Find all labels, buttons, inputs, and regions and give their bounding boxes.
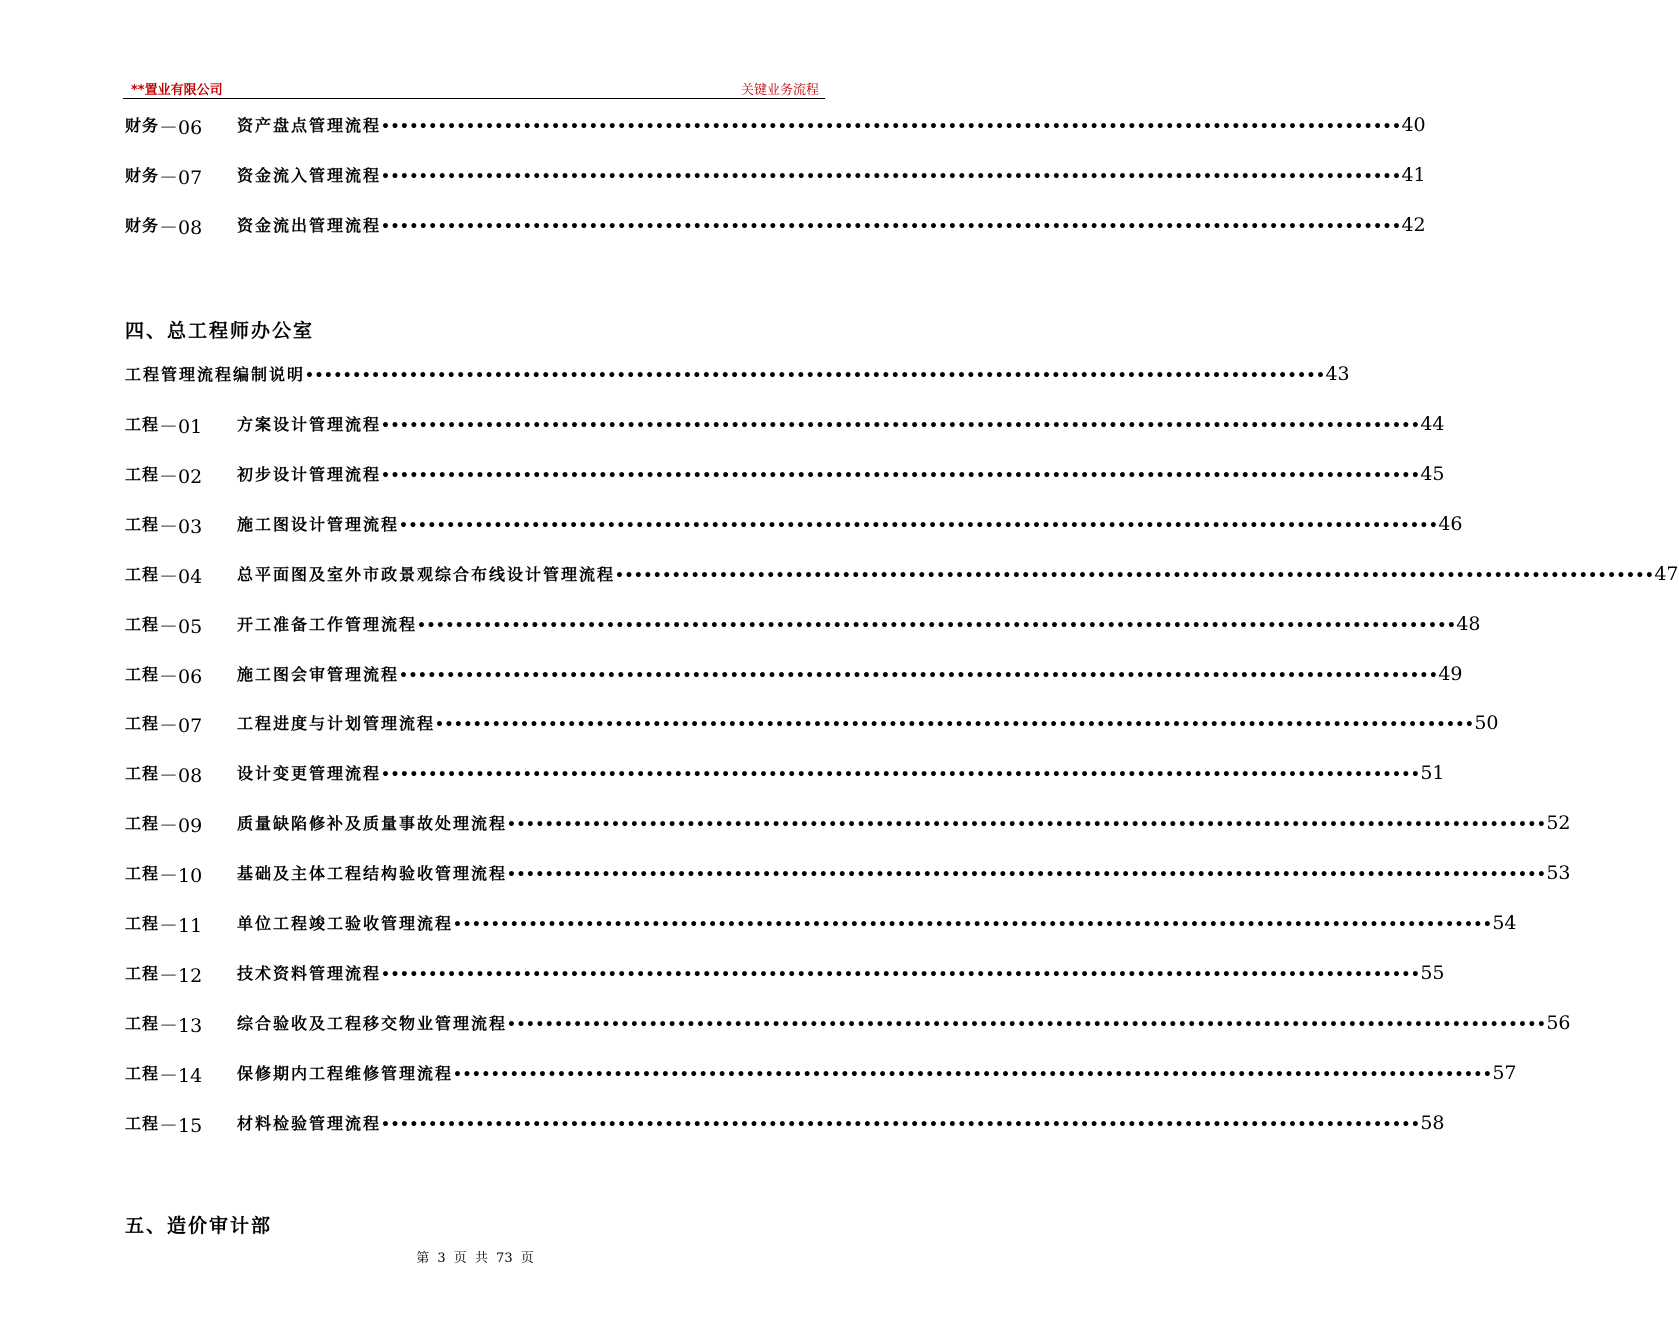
header-doc-title: 关键业务流程 <box>740 83 819 98</box>
toc-leader: •••••••••••••••••••••••••••••••••••••••••••••••••••••••••••••••••••••••••••••••••••••••••••••••••••••••••••••• <box>417 617 1457 634</box>
toc-entry[interactable] <box>125 362 1350 392</box>
toc-entry[interactable] <box>125 1111 1445 1141</box>
toc-num: －01 <box>159 416 203 438</box>
toc-num: －12 <box>159 964 203 987</box>
toc-leader: •••••••••••••••••••••••••••••••••••••••••••••••••••••••••••••••••••••••••••••••••••••••••••••••••••••••••••• <box>381 119 1402 135</box>
toc-entry[interactable] <box>125 1061 1517 1091</box>
toc-leader: •••••••••••••••••••••••••••••••••••••••••••••••••••••••••••••••••••••••••••••••••••••••••••••••••••••••••••• <box>381 219 1402 235</box>
toc-num: －11 <box>159 915 203 937</box>
toc-num: －10 <box>159 865 203 888</box>
toc-entry[interactable] <box>125 113 1426 143</box>
toc-title: 技术资料管理流程 <box>237 963 382 983</box>
toc-leader: •••••••••••••••••••••••••••••••••••••••••••••••••••••••••••••••••••••••••••••••••••••••••••••••••••••••••••••• <box>507 817 1547 834</box>
toc-leader: •••••••••••••••••••••••••••••••••••••••••••••••••••••••••••••••••••••••••••••••••••••••••••••••••••••••••••••• <box>399 517 1439 534</box>
toc-title: 基础及主体工程结构验收管理流程 <box>237 864 508 884</box>
toc-dept: 工程 <box>125 814 160 834</box>
toc-entry[interactable] <box>125 711 1499 741</box>
toc-dept: 工程 <box>125 415 160 434</box>
toc-num: －07 <box>159 167 203 189</box>
toc-num: －06 <box>159 665 203 688</box>
toc-leader: •••••••••••••••••••••••••••••••••••••••••••••••••••••••••••••••••••••••••••••••••••••••••••••••••••••••••••••• <box>615 567 1655 584</box>
toc-page-number: 54 <box>1492 912 1517 934</box>
toc-dept: 工程 <box>125 714 160 734</box>
toc-title: 质量缺陷修补及质量事故处理流程 <box>237 814 508 834</box>
toc-title: 资金流出管理流程 <box>237 216 382 235</box>
toc-entry[interactable] <box>125 961 1445 991</box>
toc-dept: 工程 <box>125 1013 160 1033</box>
toc-title: 单位工程竣工验收管理流程 <box>237 914 454 933</box>
toc-page-number: 53 <box>1546 862 1571 885</box>
toc-page-number: 40 <box>1401 114 1426 136</box>
toc-entry[interactable] <box>125 861 1571 891</box>
toc-leader: •••••••••••••••••••••••••••••••••••••••••••••••••••••••••••••••••••••••••••••••••••••••••••••••••••••••••••••• <box>453 917 1493 933</box>
toc-page-number: 55 <box>1420 961 1445 984</box>
toc-page-number: 49 <box>1438 662 1463 685</box>
toc-dept: 工程 <box>125 1113 160 1133</box>
toc-page-number: 46 <box>1438 512 1463 535</box>
toc-title: 工程进度与计划管理流程 <box>237 714 436 734</box>
toc-leader: •••••••••••••••••••••••••••••••••••••••••••••••••••••••••••••••••••••••••••••••••••••••••••••••••••••••••••••• <box>435 717 1475 734</box>
toc-leader: •••••••••••••••••••••••••••••••••••••••••••••••••••••••••••••••••••••••••••••••••••••••••••••••••••••••••••••• <box>399 667 1439 684</box>
toc-entry[interactable] <box>125 911 1517 941</box>
toc-title: 材料检验管理流程 <box>237 1113 382 1133</box>
toc-leader: •••••••••••••••••••••••••••••••••••••••••••••••••••••••••••••••••••••••••••••••••••••••••••••••••••••••••••• <box>381 169 1402 185</box>
toc-page-number: 44 <box>1420 413 1445 435</box>
toc-entry[interactable] <box>125 562 1679 592</box>
toc-page-number: 58 <box>1420 1111 1445 1134</box>
toc-num: －15 <box>159 1114 203 1137</box>
toc-leader: •••••••••••••••••••••••••••••••••••••••••••••••••••••••••••••••••••••••••••••••••••••••••••••••••••••••••••••• <box>507 1016 1547 1033</box>
toc-dept: 工程 <box>125 564 160 584</box>
toc-entry[interactable] <box>125 761 1445 791</box>
toc-page-number: 41 <box>1401 164 1426 186</box>
toc-num: －08 <box>159 217 203 239</box>
toc-entry[interactable] <box>125 811 1571 841</box>
toc-page-number: 47 <box>1654 562 1679 585</box>
toc-title: 综合验收及工程移交物业管理流程 <box>237 1013 508 1033</box>
toc-num: －13 <box>159 1014 203 1037</box>
toc-dept: 工程 <box>125 864 160 884</box>
toc-num: －03 <box>159 515 203 538</box>
toc-dept: 工程 <box>125 963 160 983</box>
toc-title: 资产盘点管理流程 <box>237 116 382 135</box>
toc-leader: •••••••••••••••••••••••••••••••••••••••••••••••••••••••••••••••••••••••••••••••••••••••••••••••••••••••••••••• <box>381 418 1421 434</box>
toc-title: 开工准备工作管理流程 <box>237 614 418 634</box>
toc-entry[interactable] <box>125 462 1445 492</box>
toc-page-number: 57 <box>1492 1061 1517 1084</box>
toc-num: －09 <box>159 815 203 838</box>
toc-title: 方案设计管理流程 <box>237 415 382 434</box>
toc-title: 资金流入管理流程 <box>237 166 382 185</box>
toc-num: －02 <box>159 465 203 488</box>
toc-leader: •••••••••••••••••••••••••••••••••••••••••••••••••••••••••••••••••••••••••••••••••••••••••••••••••••••••••••••• <box>381 467 1421 484</box>
toc-dept: 工程 <box>125 764 160 784</box>
page-footer: 第 3 页 共 73 页 <box>416 1251 534 1266</box>
toc-num: －06 <box>159 117 203 139</box>
toc-page-number: 43 <box>1325 363 1350 385</box>
toc-dept: 工程 <box>125 514 160 534</box>
toc-leader: •••••••••••••••••••••••••••••••••••••••••••••••••••••••••••••••••••••••••••••••••••••••••••••••••••••••••••••• <box>453 1066 1493 1083</box>
toc-entry[interactable] <box>125 512 1463 542</box>
toc-entry[interactable] <box>125 213 1426 243</box>
toc-leader: •••••••••••••••••••••••••••••••••••••••••••••••••••••••••••••••••••••••••••••••••••••••••••••••••••••••••••••• <box>381 767 1421 784</box>
toc-title: 施工图会审管理流程 <box>237 664 400 684</box>
toc-num: －08 <box>159 765 203 788</box>
toc-dept: 工程 <box>125 464 160 484</box>
toc-dept: 财务 <box>125 166 160 185</box>
toc-dept: 财务 <box>125 216 160 235</box>
toc-entry[interactable] <box>125 612 1481 642</box>
section-heading: 四、总工程师办公室 <box>125 320 315 342</box>
toc-leader: •••••••••••••••••••••••••••••••••••••••••••••••••••••••••••••••••••••••••••••••••••••••••••••••••••••••••••••• <box>381 1116 1421 1133</box>
toc-page-number: 42 <box>1401 214 1426 236</box>
page-header <box>123 78 825 99</box>
toc-dept: 工程 <box>125 614 160 634</box>
section-heading: 五、造价审计部 <box>125 1215 273 1237</box>
toc-title: 初步设计管理流程 <box>237 464 382 484</box>
toc-entry[interactable] <box>125 1011 1571 1041</box>
toc-page-number: 51 <box>1420 762 1445 785</box>
toc-page-number: 56 <box>1546 1011 1571 1034</box>
toc-page-number: 48 <box>1456 612 1481 635</box>
toc-num: －04 <box>159 565 203 588</box>
toc-title: 施工图设计管理流程 <box>237 514 400 534</box>
toc-dept: 工程 <box>125 664 160 684</box>
toc-dept: 工程 <box>125 914 160 933</box>
toc-num: －05 <box>159 615 203 638</box>
toc-title: 设计变更管理流程 <box>237 764 382 784</box>
toc-leader: •••••••••••••••••••••••••••••••••••••••••••••••••••••••••••••••••••••••••••••••••••••••••••••••••••••••••••••• <box>381 966 1421 983</box>
toc-page-number: 45 <box>1420 462 1445 485</box>
toc-page-number: 52 <box>1546 812 1571 835</box>
toc-num: －14 <box>159 1064 203 1087</box>
toc-dept: 工程 <box>125 1063 160 1083</box>
toc-entry[interactable] <box>125 412 1445 442</box>
toc-dept: 财务 <box>125 116 160 135</box>
header-company: **置业有限公司 <box>131 83 223 98</box>
toc-leader: •••••••••••••••••••••••••••••••••••••••••••••••••••••••••••••••••••••••••••••••••••••••••••••••••••••••••••••• <box>507 867 1547 884</box>
toc-num: －07 <box>159 715 203 738</box>
toc-leader: •••••••••••••••••••••••••••••••••••••••••••••••••••••••••••••••••••••••••••••••••••••••••••••••••••••••••••• <box>305 368 1326 384</box>
toc-page-number: 50 <box>1474 712 1499 735</box>
toc-entry[interactable] <box>125 163 1426 193</box>
toc-entry[interactable] <box>125 662 1463 692</box>
toc-title: 保修期内工程维修管理流程 <box>237 1063 454 1083</box>
toc-title: 总平面图及室外市政景观综合布线设计管理流程 <box>237 564 616 584</box>
toc-title: 工程管理流程编制说明 <box>125 365 306 384</box>
